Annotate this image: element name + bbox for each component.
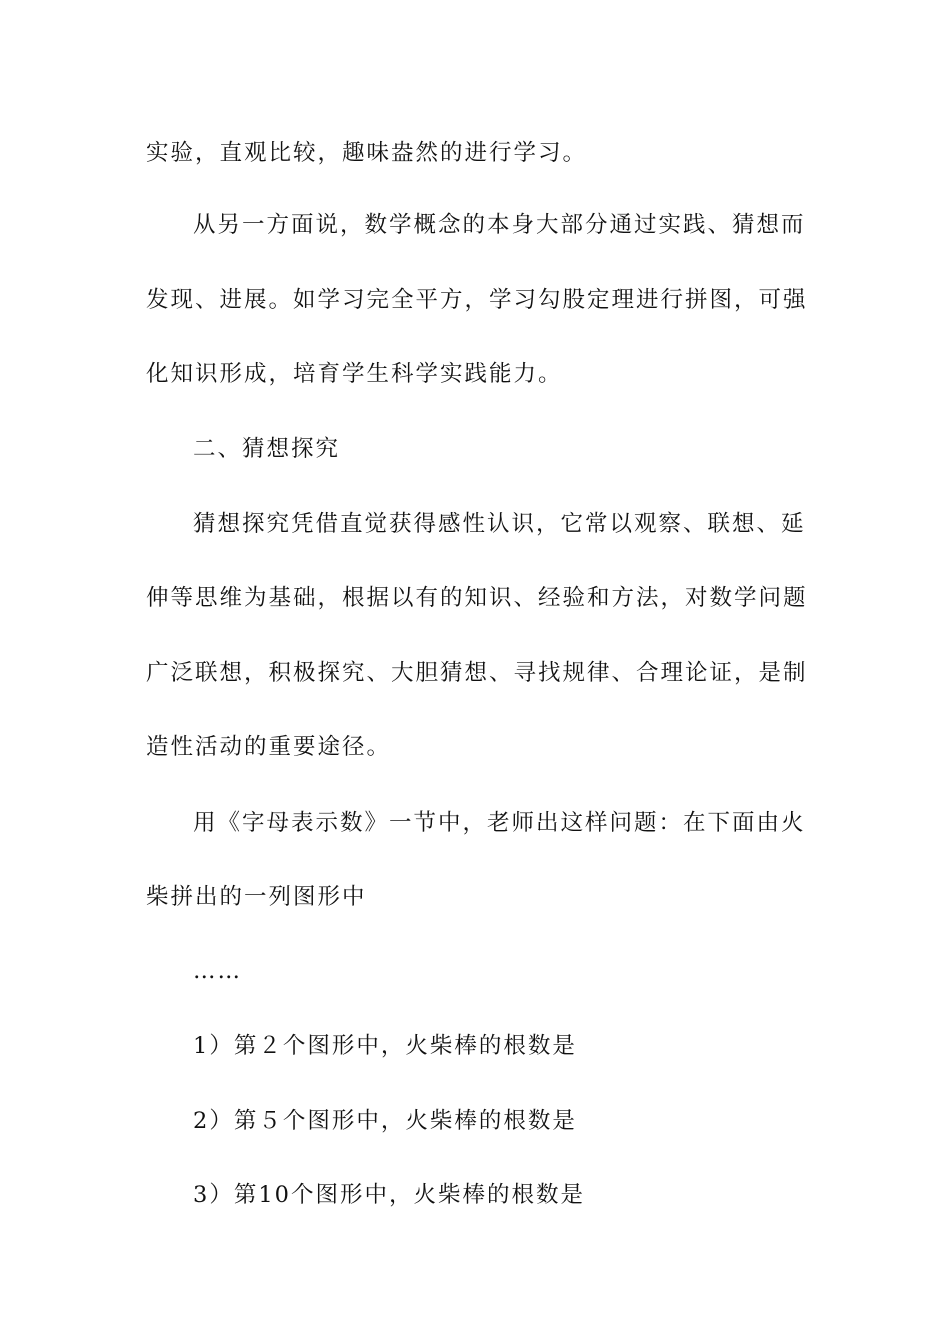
paragraph-line: 实验，直观比较，趣味盎然的进行学习。 — [146, 140, 588, 166]
paragraph-line: 从另一方面说，数学概念的本身大部分通过实践、猜想而 — [193, 212, 806, 238]
question-item: 3）第10个图形中，火柴棒的根数是 — [193, 1182, 585, 1208]
paragraph-line: 化知识形成，培育学生科学实践能力。 — [146, 361, 563, 387]
paragraph-line: 发现、进展。如学习完全平方，学习勾股定理进行拼图，可强 — [146, 287, 808, 313]
paragraph-line: 造性活动的重要途径。 — [146, 734, 392, 760]
ellipsis-line: …… — [193, 958, 242, 984]
paragraph-line: 柴拼出的一列图形中 — [146, 884, 367, 910]
paragraph-line: 伸等思维为基础，根据以有的知识、经验和方法，对数学问题 — [146, 585, 808, 611]
question-item: 1）第２个图形中，火柴棒的根数是 — [193, 1033, 577, 1059]
section-heading: 二、猜想探究 — [193, 436, 341, 462]
paragraph-line: 猜想探究凭借直觉获得感性认识，它常以观察、联想、延 — [193, 511, 806, 537]
question-item: 2）第５个图形中，火柴棒的根数是 — [193, 1108, 577, 1134]
paragraph-line: 用《字母表示数》一节中，老师出这样问题：在下面由火 — [193, 810, 806, 836]
paragraph-line: 广泛联想，积极探究、大胆猜想、寻找规律、合理论证，是制 — [146, 660, 808, 686]
